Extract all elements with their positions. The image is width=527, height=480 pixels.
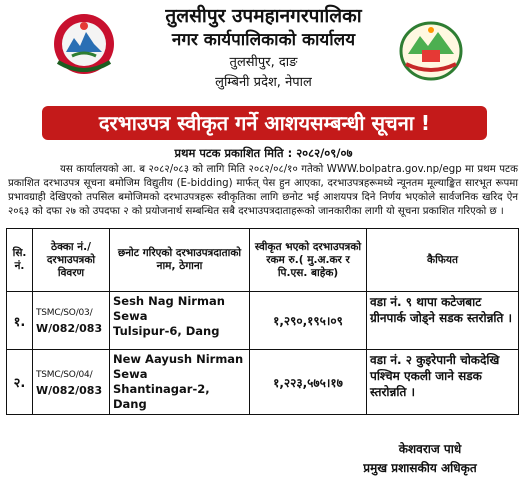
org-name: तुलसीपुर उपमहानगरपालिका (165, 5, 362, 27)
bidder-address: Shantinagar-2, Dang (113, 382, 210, 411)
header-remarks: कैफियत (367, 229, 519, 292)
row-amount: १,२२३,५७५।१७ (250, 350, 367, 415)
row-remarks: वडा नं. २ कुइरेपानी चोकदेखि पश्चिम एकली जाने सडक स्तरोन्नति । (367, 350, 519, 415)
notice-title-banner: दरभाउपत्र स्वीकृत गर्ने आशयसम्बन्धी सूचना ! (42, 106, 487, 140)
signatory-name: केशवराज पाधे (398, 442, 462, 456)
row-contract (33, 350, 110, 415)
bid-table (6, 228, 519, 415)
header-amount: स्वीकृत भएको दरभाउपत्रको रकम रु.( मु.अ.कर र पि.एस. बाहेक) (250, 229, 367, 292)
contract-number-part1: TSMC/SO/03/ (36, 308, 93, 318)
bidder-name-line1: Sesh Nag Nirman (113, 294, 225, 308)
office-name: नगर कार्यपालिकाको कार्यालय (171, 30, 356, 50)
row-remarks: वडा नं. ९ थापा कटेजबाट ग्रीनपार्क जोड्ने सडक स्तरोन्नति । (367, 292, 519, 350)
contract-number-part1: TSMC/SO/04/ (36, 369, 93, 380)
header-contract: ठेक्का नं./ दरभाउपत्रको विवरण (33, 229, 110, 292)
bidder-name-line2: Sewa (113, 309, 148, 323)
table-row (7, 350, 519, 415)
bidder-name-line2: Sewa (113, 367, 148, 381)
row-sn: २. (7, 350, 33, 415)
office-location: तुलसीपुर, दाङ (229, 55, 298, 70)
header-bidder: छनोट गरिएको दरभाउपत्रदाताको नाम, ठेगाना (110, 229, 250, 292)
row-amount: १,२९०,१९५।०९ (250, 292, 367, 350)
row-contract (33, 292, 110, 350)
notice-body-text: यस कार्यालयको आ. ब २०८२/०८३ को लागि मिति २०८२/०८/१० गतेको WWW.bolpatra.gov.np/egp मा प्रथम पटक प्रकाशित दरभाउपत्र सूचना बमोजिम विद्युतीय (E-bidding) मार्फत् पेस हुन आएका, दरभाउपत्रहरूमध्ये न्यूनतम मूल्याङ्कित सारभूत रूपमा प्रभावग्राही देखिएको तपसिल बमोजिमको दरभाउपत्रहरू स्वीकृतिका लागि छनोट भई आशयपत्र दिने निर्णय भएकोले सार्वजनिक खरिद ऐन २०६३ को दफा २७ को उपदफा २ को प्रयोजनार्थ सम्बन्धित सबै दरभाउपत्रदाताहरूको जानकारीका लागी यो सूचना प्रकाशित गरिएको छ । (8, 164, 518, 217)
signatory-designation: प्रमुख प्रशासकीय अधिकृत (363, 461, 477, 475)
notice-header (0, 0, 527, 100)
row-sn: १. (7, 292, 33, 350)
header-sn: सि. नं. (7, 229, 33, 292)
notice-body (8, 163, 518, 219)
bidder-address: Tulsipur-6, Dang (113, 324, 220, 338)
row-bidder (110, 350, 250, 415)
contract-number-part2: W/082/083 (36, 383, 103, 397)
publication-date: प्रथम पटक प्रकाशित मिति : २०८२/०९/०७ (174, 146, 353, 160)
municipality-logo (398, 20, 464, 82)
table-header-row (7, 229, 519, 292)
table-row (7, 292, 519, 350)
contract-number-part2: W/082/083 (36, 322, 103, 335)
bidder-name-line1: New Aayush Nirman (113, 352, 244, 366)
province-name: लुम्बिनी प्रदेश, नेपाल (215, 75, 312, 90)
row-bidder (110, 292, 250, 350)
